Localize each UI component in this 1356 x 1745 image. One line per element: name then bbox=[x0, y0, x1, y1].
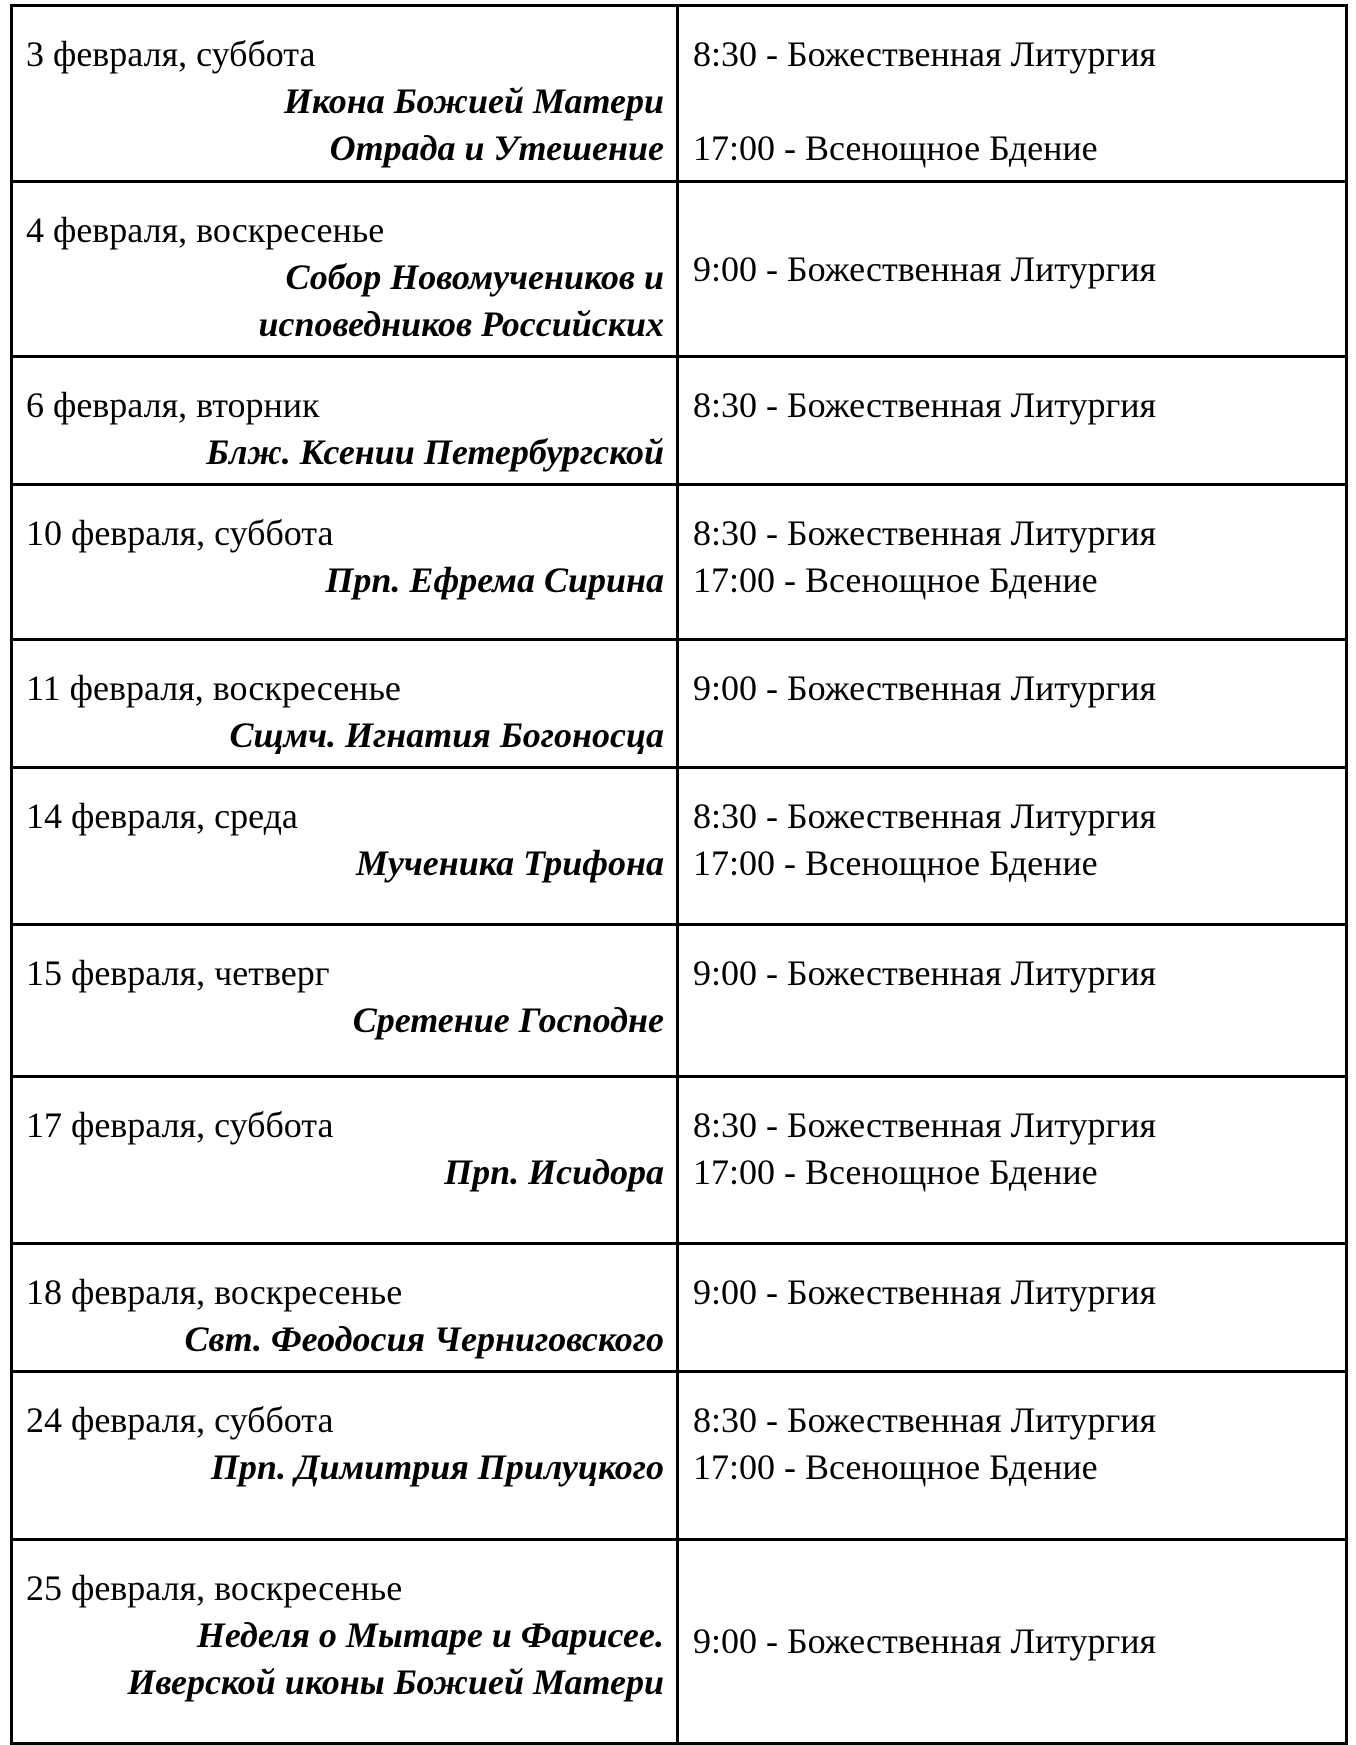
date-cell bbox=[12, 1540, 678, 1744]
services-cell bbox=[678, 357, 1347, 485]
schedule-row bbox=[12, 485, 1347, 640]
date-cell bbox=[12, 925, 678, 1077]
feast-name-line: Сретение Господне bbox=[352, 1000, 664, 1040]
service-item: 17:00 - Всенощное Бдение bbox=[693, 128, 1098, 168]
schedule-row bbox=[12, 1540, 1347, 1744]
feast-name-line: Свт. Феодосия Черниговского bbox=[184, 1319, 664, 1359]
services-cell bbox=[678, 640, 1347, 768]
date-cell bbox=[12, 485, 678, 640]
feast-name-line: Собор Новомучеников и bbox=[285, 257, 664, 297]
date-cell bbox=[12, 640, 678, 768]
service-item: 17:00 - Всенощное Бдение bbox=[693, 843, 1098, 883]
feast-name-line: Прп. Исидора bbox=[444, 1152, 664, 1192]
feast-name-line: Сщмч. Игнатия Богоносца bbox=[229, 715, 664, 755]
service-item: 8:30 - Божественная Литургия bbox=[693, 1105, 1157, 1145]
services-cell bbox=[678, 485, 1347, 640]
date-cell bbox=[12, 1372, 678, 1540]
date-label: 17 февраля, суббота bbox=[26, 1105, 334, 1145]
date-cell bbox=[12, 357, 678, 485]
service-item: 8:30 - Божественная Литургия bbox=[693, 385, 1157, 425]
service-item: 9:00 - Божественная Литургия bbox=[693, 953, 1157, 993]
schedule-row bbox=[12, 357, 1347, 485]
schedule-row bbox=[12, 1372, 1347, 1540]
date-cell bbox=[12, 1244, 678, 1372]
feast-name-line: Прп. Ефрема Сирина bbox=[325, 560, 664, 600]
schedule-row bbox=[12, 640, 1347, 768]
date-cell bbox=[12, 768, 678, 925]
date-label: 14 февраля, среда bbox=[26, 796, 298, 836]
service-item: 17:00 - Всенощное Бдение bbox=[693, 1447, 1098, 1487]
date-label: 25 февраля, воскресенье bbox=[26, 1568, 403, 1608]
services-cell bbox=[678, 1077, 1347, 1244]
service-item: 8:30 - Божественная Литургия bbox=[693, 513, 1157, 553]
date-label: 24 февраля, суббота bbox=[26, 1400, 334, 1440]
date-label: 18 февраля, воскресенье bbox=[26, 1272, 403, 1312]
schedule-row bbox=[12, 925, 1347, 1077]
date-label: 10 февраля, суббота bbox=[26, 513, 334, 553]
service-schedule-table bbox=[10, 4, 1348, 1745]
services-cell bbox=[678, 1372, 1347, 1540]
services-cell bbox=[678, 925, 1347, 1077]
feast-name-line: Иверской иконы Божией Матери bbox=[127, 1662, 664, 1702]
date-cell bbox=[12, 6, 678, 182]
service-item: 9:00 - Божественная Литургия bbox=[693, 668, 1157, 708]
services-cell bbox=[678, 768, 1347, 925]
schedule-row bbox=[12, 6, 1347, 182]
service-item: 9:00 - Божественная Литургия bbox=[693, 248, 1157, 289]
date-label: 11 февраля, воскресенье bbox=[26, 668, 401, 708]
service-item: 17:00 - Всенощное Бдение bbox=[693, 560, 1098, 600]
date-cell bbox=[12, 1077, 678, 1244]
schedule-row bbox=[12, 1244, 1347, 1372]
service-item: 17:00 - Всенощное Бдение bbox=[693, 1152, 1098, 1192]
service-item: 9:00 - Божественная Литургия bbox=[693, 1621, 1157, 1661]
date-label: 6 февраля, вторник bbox=[26, 385, 320, 425]
feast-name-line: исповедников Российских bbox=[258, 304, 664, 344]
feast-name-line: Икона Божией Матери bbox=[283, 81, 664, 121]
feast-name-line: Мученика Трифона bbox=[355, 843, 664, 883]
feast-name-line: Неделя о Мытаре и Фарисее. bbox=[196, 1615, 664, 1655]
services-cell bbox=[678, 182, 1347, 357]
date-label: 4 февраля, воскресенье bbox=[26, 210, 385, 250]
service-item: 8:30 - Божественная Литургия bbox=[693, 1400, 1157, 1440]
schedule-row bbox=[12, 182, 1347, 357]
date-cell bbox=[12, 182, 678, 357]
feast-name-line: Отрада и Утешение bbox=[329, 128, 664, 168]
service-item: 9:00 - Божественная Литургия bbox=[693, 1272, 1157, 1312]
service-item: 8:30 - Божественная Литургия bbox=[693, 34, 1157, 74]
date-label: 3 февраля, суббота bbox=[26, 34, 316, 74]
feast-name-line: Прп. Димитрия Прилуцкого bbox=[210, 1447, 664, 1487]
service-item: 8:30 - Божественная Литургия bbox=[693, 796, 1157, 836]
feast-name-line: Блж. Ксении Петербургской bbox=[206, 432, 664, 472]
services-cell bbox=[678, 1244, 1347, 1372]
schedule-row bbox=[12, 1077, 1347, 1244]
services-cell bbox=[678, 1540, 1347, 1744]
schedule-row bbox=[12, 768, 1347, 925]
services-cell bbox=[678, 6, 1347, 182]
date-label: 15 февраля, четверг bbox=[26, 953, 330, 993]
